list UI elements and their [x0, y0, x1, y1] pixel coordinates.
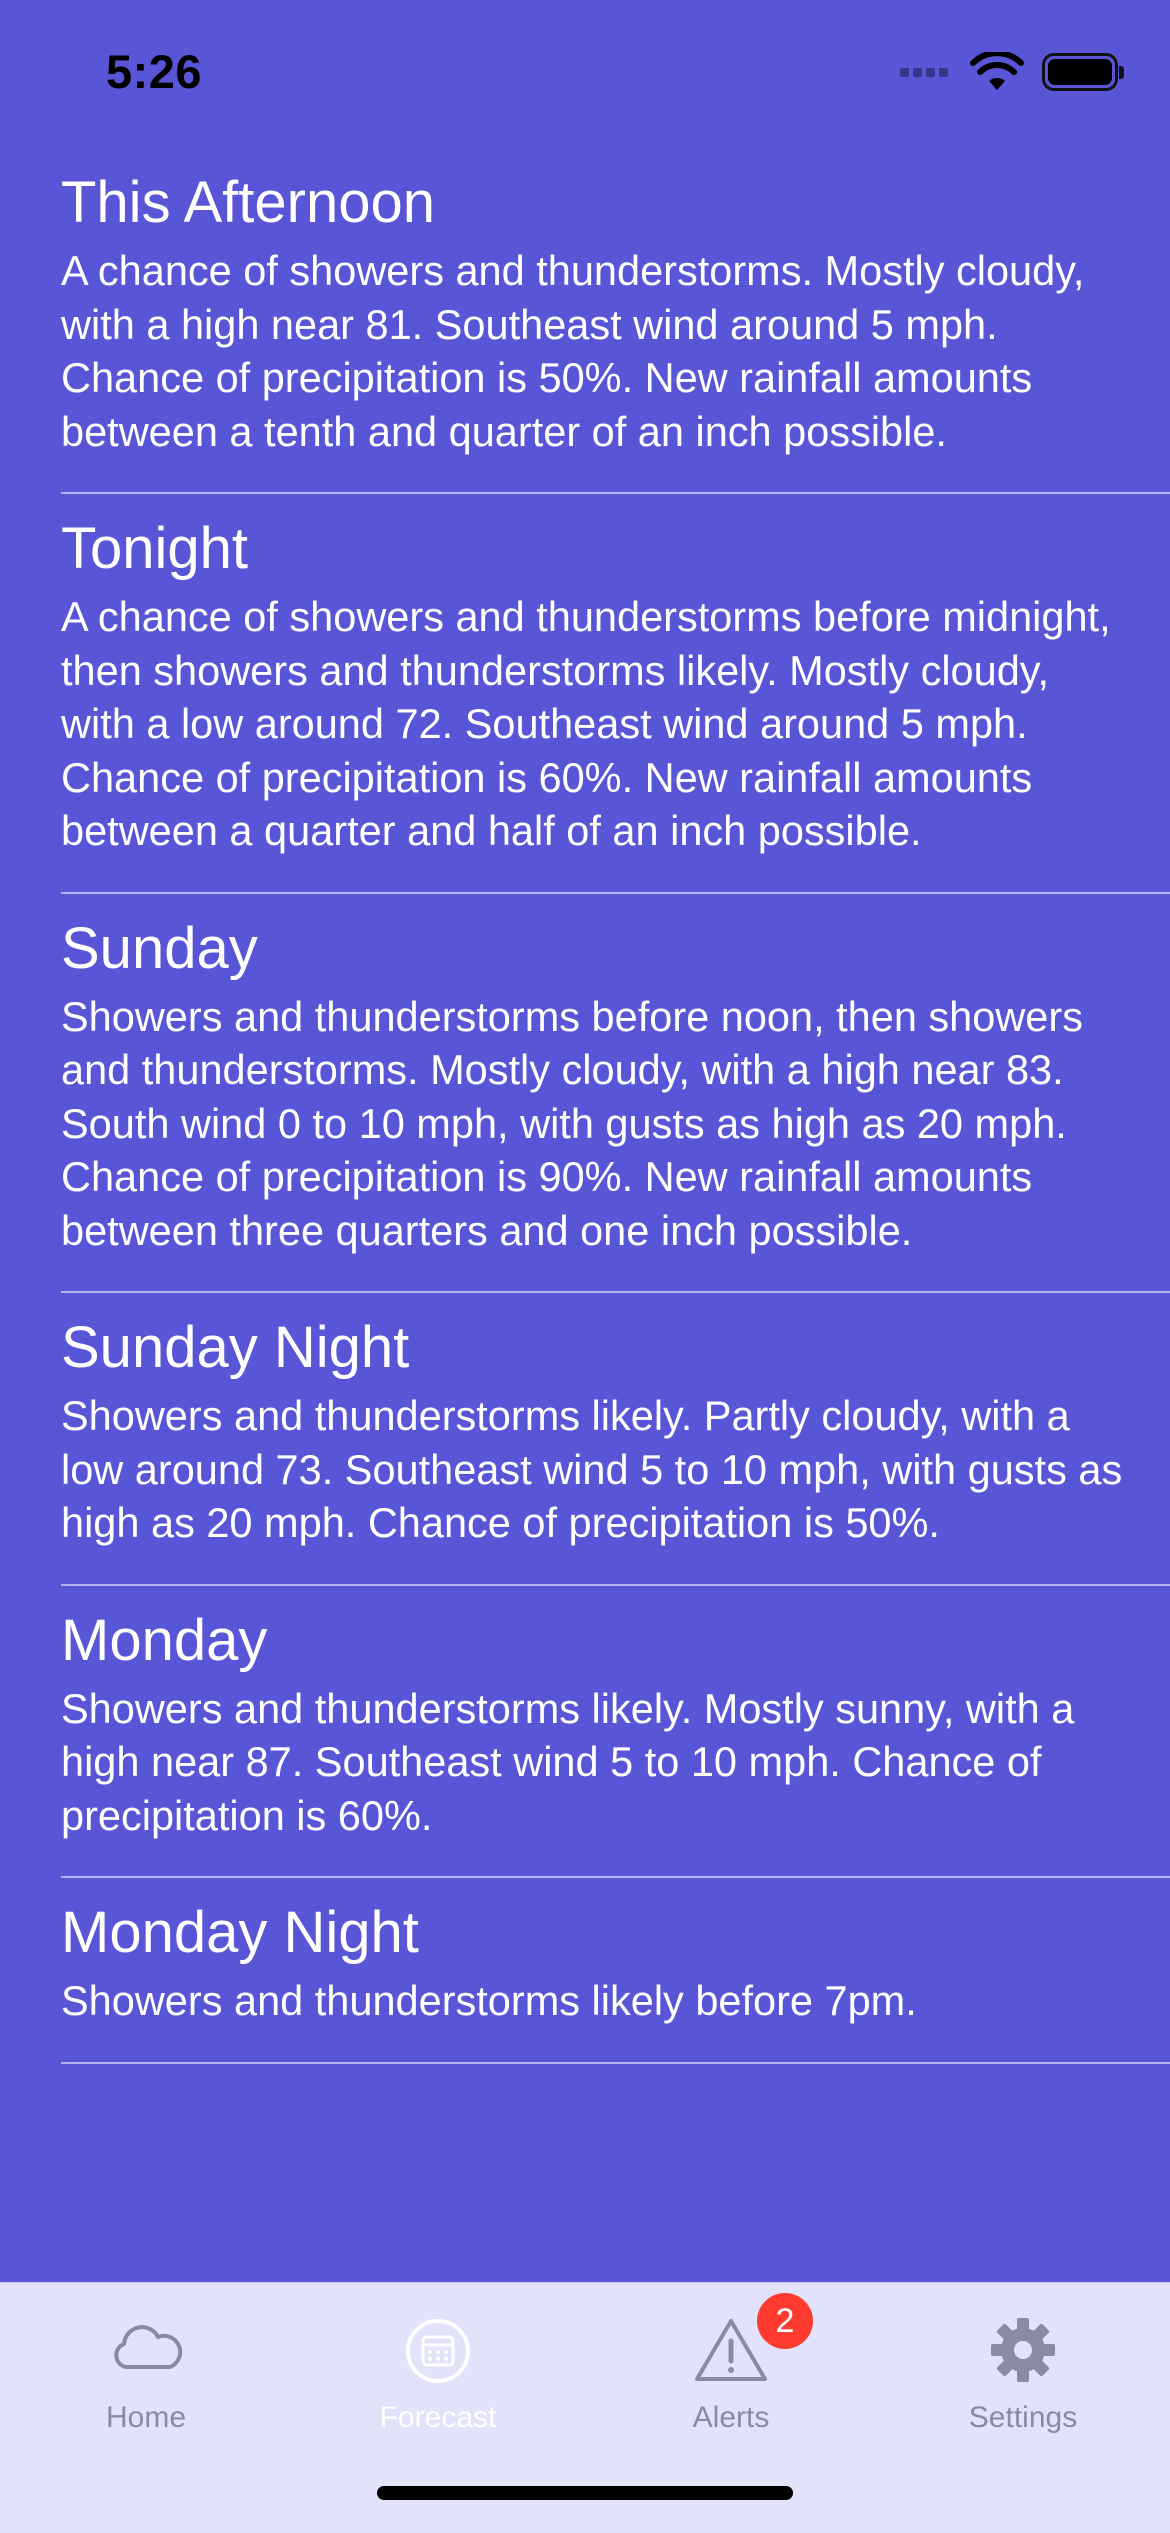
tab-label: Alerts	[692, 2401, 770, 2434]
period-name: This Afternoon	[61, 170, 435, 235]
status-bar	[0, 0, 1170, 140]
status-time: 5:26	[106, 45, 203, 98]
period-description: Showers and thunderstorms likely. Partly cloudy, with a low around 73. Southeast wind 5 to 10 mph, with gusts as high as 20 mph. Chance of precipitation is 50%.	[61, 1392, 1123, 1546]
forecast-period-sunday[interactable]	[61, 894, 1170, 1294]
period-name: Monday	[61, 1607, 268, 1673]
cellular-signal-icon	[896, 68, 948, 77]
period-name: Monday Night	[61, 1900, 419, 1965]
period-description: Showers and thunderstorms likely. Mostly sunny, with a high near 87. Southeast wind 5 to 10 mph. Chance of precipitation is 60%.	[61, 1684, 1075, 1839]
tab-settings[interactable]	[877, 2283, 1169, 2463]
tab-label: Forecast	[379, 2401, 497, 2434]
battery-icon	[1042, 53, 1118, 91]
period-description: A chance of showers and thunderstorms. Mostly cloudy, with a high near 81. Southeast wind around 5 mph. Chance of precipitation is 50%. New rainfall amounts between a tenth and quarter of an inch possible.	[61, 247, 1085, 455]
cloud-icon	[106, 2315, 186, 2385]
forecast-period-monday-night[interactable]	[61, 1878, 1170, 2064]
forecast-period-tonight[interactable]	[61, 494, 1170, 894]
forecast-period-sunday-night[interactable]	[61, 1293, 1170, 1586]
period-description: A chance of showers and thunderstorms before midnight, then showers and thunderstorms likely. Mostly cloudy, with a low around 72. Southeast wind around 5 mph. Chance of precipitation is 60%. New rainfall amounts between a quarter and half of an inch possible.	[61, 593, 1111, 854]
period-name: Tonight	[61, 516, 249, 581]
tab-home[interactable]	[0, 2283, 292, 2463]
period-description: Showers and thunderstorms likely before 7pm.	[61, 1977, 917, 2024]
tab-label: Home	[105, 2401, 187, 2434]
period-name: Sunday Night	[61, 1315, 410, 1380]
forecast-period-monday[interactable]	[61, 1586, 1170, 1879]
tab-label: Settings	[968, 2401, 1078, 2434]
wifi-icon	[970, 52, 1024, 92]
forecast-period-this-afternoon[interactable]	[61, 148, 1170, 494]
alerts-badge: 2	[757, 2293, 813, 2349]
period-description: Showers and thunderstorms before noon, then showers and thunderstorms. Mostly cloudy, with a high near 83. South wind 0 to 10 mph, with gusts as high as 20 mph. Chance of precipitation is 90%. New rainfall amounts between three quarters and one inch possible.	[61, 992, 1083, 1254]
gear-icon	[983, 2315, 1063, 2385]
period-name: Sunday	[61, 915, 258, 981]
tab-forecast[interactable]	[292, 2283, 584, 2463]
calendar-icon	[398, 2315, 478, 2385]
tab-alerts[interactable]	[585, 2283, 877, 2463]
status-icons	[896, 52, 1118, 92]
forecast-list[interactable]	[0, 148, 1170, 2282]
home-indicator	[377, 2486, 793, 2500]
